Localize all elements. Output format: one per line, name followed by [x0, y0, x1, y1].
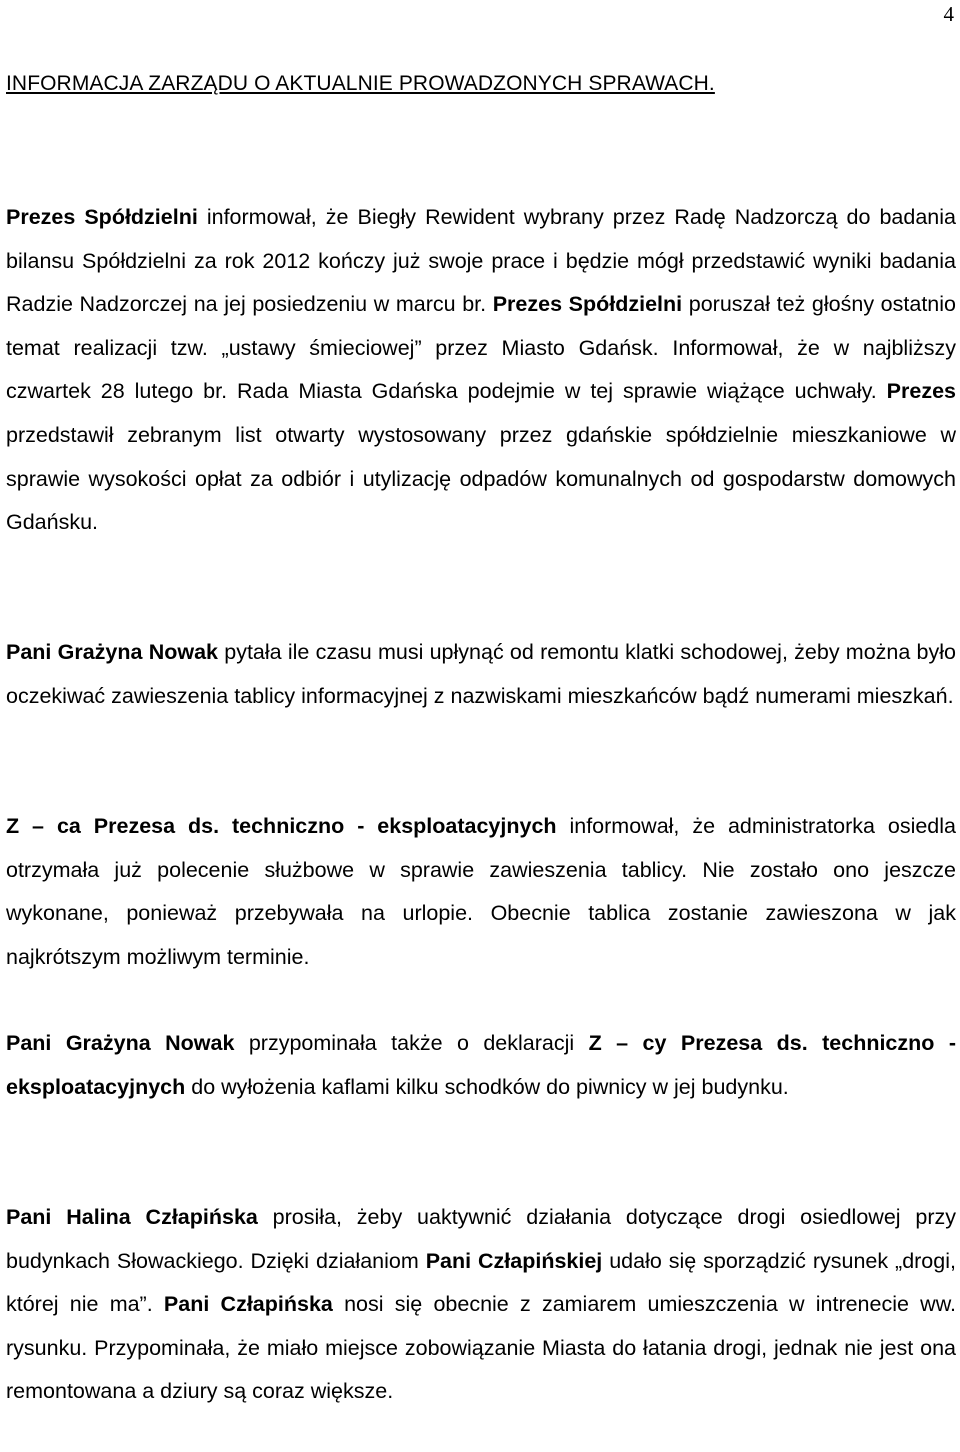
speaker-name: Pani Człapińska	[163, 1292, 333, 1317]
speaker-name: Z – cy Prezesa ds. techniczno - eksploatacyjnych	[6, 1031, 956, 1099]
paragraph-text: poruszał też głośny ostatnio temat realizacji tzw. „ustawy śmieciowej” przez Miasto Gdańsk. Informował, że w najbliższy czwartek 28 lutego br. Rada Miasta Gdańska podejmie w tej sprawie wiążące uchwały.	[6, 292, 956, 404]
speaker-name: Prezes Spółdzielni	[6, 205, 198, 229]
paragraph-text: informował, że administratorka osiedla otrzymała już polecenie służbowe w sprawie zawieszenia tablicy. Nie zostało ono jeszcze wykonane, ponieważ przebywała na urlopie. Obecnie tablica zostanie zawieszona w jak najkrótszym możliwym terminie.	[6, 814, 956, 969]
paragraph-text: przedstawił zebranym list otwarty wystosowany przez gdańskie spółdzielnie mieszkaniowe w sprawie wysokości opłat za odbiór i utylizację odpadów komunalnych od gospodarstw domowych Gdańsku.	[6, 422, 956, 535]
paragraph-text: przypominała także o deklaracji	[234, 1031, 589, 1055]
paragraph-text: nosi się obecnie z zamiarem umieszczenia w intrenecie ww. rysunku. Przypominała, że miało miejsce zobowiązanie Miasta do łatania drogi, jednak nie jest ona remontowana a dziury są coraz większe.	[6, 1292, 957, 1404]
speaker-name: Prezes	[886, 379, 956, 404]
paragraph-text: udało się sporządzić rysunek „drogi, której nie ma”.	[6, 1248, 956, 1317]
speaker-name: Pani Grażyna Nowak	[6, 640, 219, 664]
speaker-name: Prezes Spółdzielni	[492, 292, 683, 317]
paragraph-deputy-answer	[6, 805, 956, 979]
speaker-name: Z – ca Prezesa ds. techniczno - eksploatacyjnych	[6, 814, 557, 838]
speaker-name: Pani Grażyna Nowak	[6, 1031, 235, 1055]
paragraph-nowak-reminder	[6, 1022, 956, 1109]
speaker-name: Pani Halina Człapińska	[6, 1205, 258, 1229]
paragraph-prezes-report	[6, 196, 956, 545]
paragraph-czlapinska-request	[6, 1196, 956, 1414]
page-number: 4	[943, 2, 954, 26]
paragraph-text: pytała ile czasu musi upłynąć od remontu klatki schodowej, żeby można było oczekiwać zawieszenia tablicy informacyjnej z nazwiskami mieszkańców bądź numerami mieszkań.	[6, 640, 957, 708]
paragraph-text: informował, że Biegły Rewident wybrany przez Radę Nadzorczą do badania bilansu Spółdzielni za rok 2012 kończy już swoje prace i będzie mógł przedstawić wyniki badania Radzie Nadzorczej na jej posiedzeniu w marcu br.	[6, 205, 956, 317]
paragraph-text: prosiła, żeby uaktywnić działania dotyczące drogi osiedlowej przy budynkach Słowackiego. Dzięki działaniom	[6, 1205, 956, 1273]
section-heading: INFORMACJA ZARZĄDU O AKTUALNIE PROWADZONYCH SPRAWACH.	[6, 72, 715, 95]
paragraph-text: do wyłożenia kaflami kilku schodków do piwnicy w jej budynku.	[185, 1074, 789, 1099]
speaker-name: Pani Człapińskiej	[425, 1248, 603, 1273]
paragraph-nowak-question	[6, 631, 956, 718]
